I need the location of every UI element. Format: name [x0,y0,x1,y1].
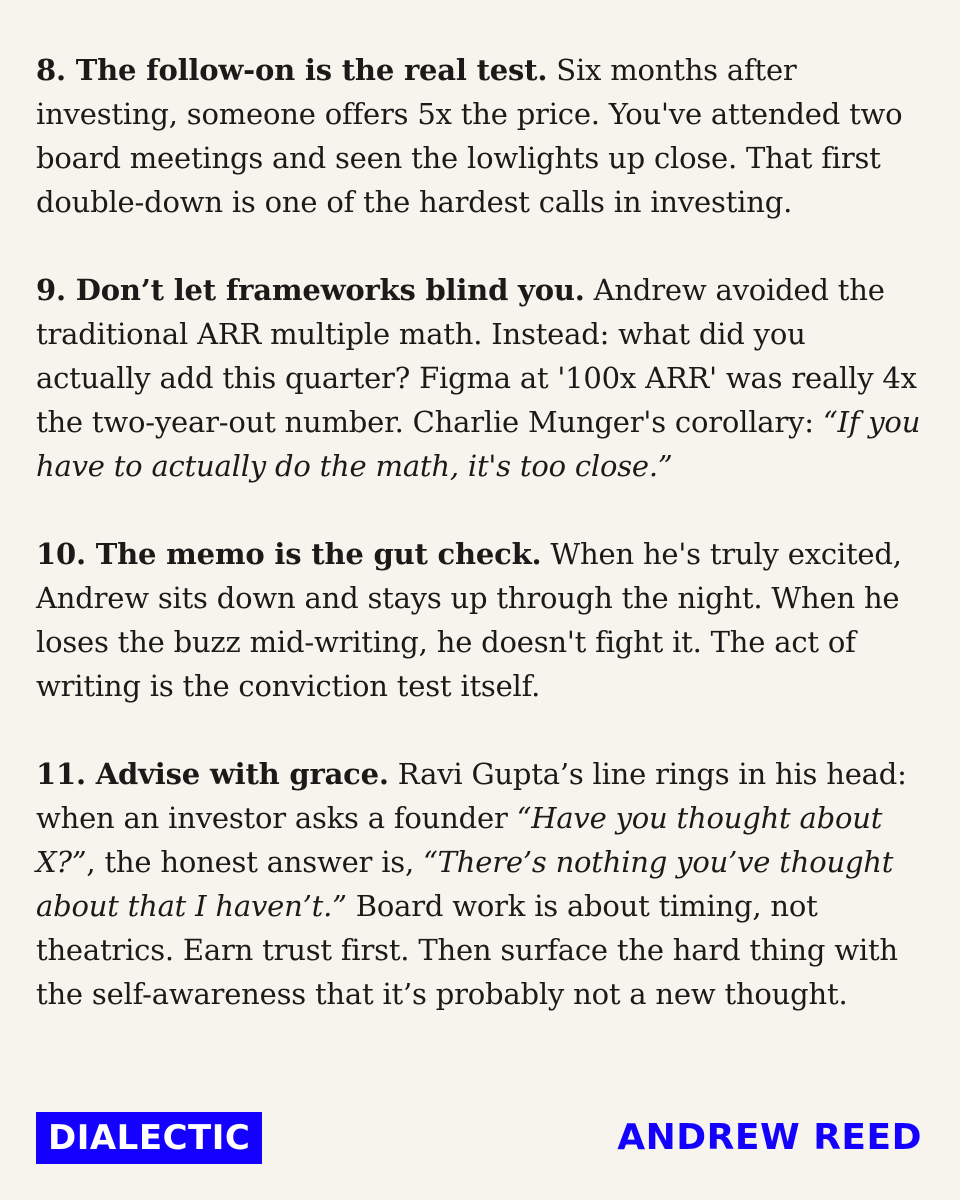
point-10-text: When he's truly excited, Andrew sits down and stays up through the night. When he loses the buzz mid-writing, he doesn't fight it. The act of writing is the conviction test itself. [36,537,902,703]
point-8-text: Six months after investing, someone offers 5x the price. You've attended two board meetings and seen the lowlights up close. That first double-down is one of the hardest calls in investing. [36,53,903,219]
point-8 [36,48,926,224]
point-11-quote-2: “There’s nothing you’ve thought about that I haven’t.” [36,845,894,923]
point-9-text: Andrew avoided the traditional ARR multiple math. Instead: what did you actually add this quarter? Figma at '100x ARR' was really 4x the two-year-out number. Charlie Munger's corollary: [36,273,917,439]
author-name: ANDREW REED [617,1117,922,1158]
article-body [36,48,926,1060]
point-10-heading: 10. The memo is the gut check. [36,537,542,571]
point-11-text-2: , the honest answer is, [86,845,424,879]
point-9-quote: “If you have to actually do the math, it's too close.” [36,405,921,483]
point-11-heading: 11. Advise with grace. [36,757,389,791]
point-9 [36,268,926,488]
point-11-text-1: Ravi Gupta’s line rings in his head: when an investor asks a founder [36,757,907,835]
point-11-quote-1: “Have you thought about X?” [36,801,883,879]
point-10 [36,532,926,708]
brand-logo: DIALECTIC [36,1112,262,1164]
point-9-heading: 9. Don’t let frameworks blind you. [36,273,585,307]
point-11 [36,752,926,1016]
point-8-heading: 8. The follow-on is the real test. [36,53,548,87]
point-11-text-3: Board work is about timing, not theatrics. Earn trust first. Then surface the hard thing with the self-awareness that it’s probably not a new thought. [36,889,898,1011]
